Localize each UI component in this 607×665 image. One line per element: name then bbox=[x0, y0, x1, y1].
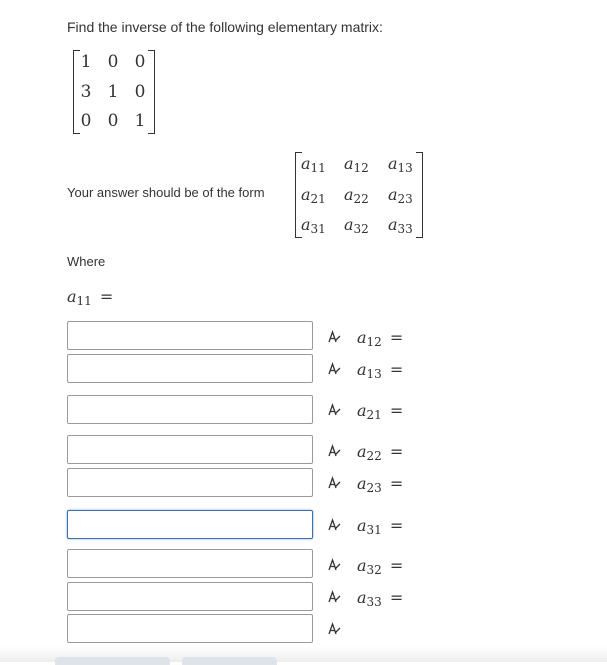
input-a23[interactable] bbox=[67, 510, 313, 539]
label-a32: $a_{32}$ = bbox=[357, 556, 404, 577]
matrix-cell: 0 bbox=[107, 52, 119, 72]
form-cell: $a_{21}$ bbox=[301, 185, 326, 206]
preview-pen-icon[interactable] bbox=[326, 475, 342, 491]
answer-form-text: Your answer should be of the form bbox=[67, 185, 265, 200]
label-a13: $a_{13}$ = bbox=[357, 360, 404, 381]
label-a11: $a_{11}$ = bbox=[67, 287, 114, 308]
form-cell: $a_{13}$ bbox=[388, 154, 413, 175]
preview-pen-icon[interactable] bbox=[326, 621, 342, 637]
matrix-cell: 1 bbox=[134, 111, 146, 131]
footer-tab[interactable] bbox=[55, 657, 170, 665]
input-a31[interactable] bbox=[67, 549, 313, 578]
answer-form-matrix bbox=[295, 152, 423, 236]
matrix-cell: 0 bbox=[80, 111, 92, 131]
preview-pen-icon[interactable] bbox=[326, 443, 342, 459]
preview-pen-icon[interactable] bbox=[326, 517, 342, 533]
matrix-cell: 3 bbox=[80, 82, 92, 102]
matrix-cell: 1 bbox=[107, 82, 119, 102]
label-a33: $a_{33}$ = bbox=[357, 588, 404, 609]
preview-pen-icon[interactable] bbox=[326, 557, 342, 573]
form-cell: $a_{31}$ bbox=[301, 215, 326, 236]
form-cell: $a_{23}$ bbox=[388, 185, 413, 206]
form-cell: $a_{22}$ bbox=[344, 185, 369, 206]
given-matrix bbox=[73, 50, 155, 132]
matrix-cell: 0 bbox=[134, 52, 146, 72]
form-cell: $a_{33}$ bbox=[388, 215, 413, 236]
label-a22: $a_{22}$ = bbox=[357, 442, 404, 463]
label-a31: $a_{31}$ = bbox=[357, 516, 404, 537]
input-a12[interactable] bbox=[67, 354, 313, 383]
label-a12: $a_{12}$ = bbox=[357, 328, 404, 349]
input-a22[interactable] bbox=[67, 468, 313, 497]
form-cell: $a_{32}$ bbox=[344, 215, 369, 236]
footer-tab[interactable] bbox=[182, 657, 277, 665]
where-label: Where bbox=[67, 254, 106, 269]
matrix-cell: 1 bbox=[80, 52, 92, 72]
label-a21: $a_{21}$ = bbox=[357, 401, 404, 422]
form-cell: $a_{12}$ bbox=[344, 154, 369, 175]
form-cell: $a_{11}$ bbox=[301, 154, 326, 175]
preview-pen-icon[interactable] bbox=[326, 402, 342, 418]
preview-pen-icon[interactable] bbox=[326, 589, 342, 605]
label-a23: $a_{23}$ = bbox=[357, 474, 404, 495]
input-a21[interactable] bbox=[67, 435, 313, 464]
input-a13[interactable] bbox=[67, 395, 313, 424]
input-a32[interactable] bbox=[67, 582, 313, 611]
right-bracket bbox=[416, 152, 423, 238]
input-a11[interactable] bbox=[67, 321, 313, 350]
matrix-cell: 0 bbox=[134, 82, 146, 102]
question-prompt: Find the inverse of the following elementary matrix: bbox=[67, 19, 383, 35]
preview-pen-icon[interactable] bbox=[326, 329, 342, 345]
preview-pen-icon[interactable] bbox=[326, 361, 342, 377]
matrix-cell: 0 bbox=[107, 111, 119, 131]
input-a33[interactable] bbox=[67, 614, 313, 643]
